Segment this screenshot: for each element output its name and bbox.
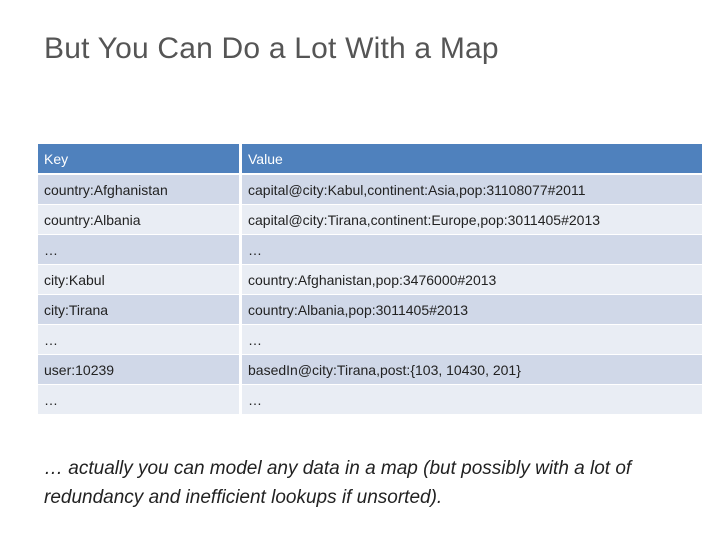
key-cell: … (38, 235, 242, 265)
value-cell: country:Afghanistan,pop:3476000#2013 (242, 265, 702, 295)
key-cell: city:Tirana (38, 295, 242, 325)
footnote-text: … actually you can model any data in a map (but possibly with a lot of redundancy and inefficient lookups if unsorted). (44, 458, 632, 508)
value-cell: basedIn@city:Tirana,post:{103, 10430, 201} (242, 355, 702, 385)
key-cell: city:Kabul (38, 265, 242, 295)
table-row (38, 295, 702, 325)
key-cell: country:Afghanistan (38, 175, 242, 205)
key-value-table (38, 144, 702, 415)
value-cell: … (242, 235, 702, 265)
key-column-header: Key (38, 144, 242, 175)
table-row (38, 175, 702, 205)
key-cell: country:Albania (38, 205, 242, 235)
key-cell: … (38, 325, 242, 355)
table-row (38, 205, 702, 235)
value-cell: … (242, 325, 702, 355)
value-cell: country:Albania,pop:3011405#2013 (242, 295, 702, 325)
key-cell: user:10239 (38, 355, 242, 385)
value-cell: capital@city:Kabul,continent:Asia,pop:31108077#2011 (242, 175, 702, 205)
table-row (38, 235, 702, 265)
table-header-row (38, 144, 702, 175)
value-cell: … (242, 385, 702, 415)
key-cell: … (38, 385, 242, 415)
value-column-header: Value (242, 144, 702, 175)
table-row (38, 355, 702, 385)
value-cell: capital@city:Tirana,continent:Europe,pop:3011405#2013 (242, 205, 702, 235)
table-row (38, 385, 702, 415)
table-row (38, 325, 702, 355)
slide-title: But You Can Do a Lot With a Map (44, 32, 499, 65)
table-row (38, 265, 702, 295)
